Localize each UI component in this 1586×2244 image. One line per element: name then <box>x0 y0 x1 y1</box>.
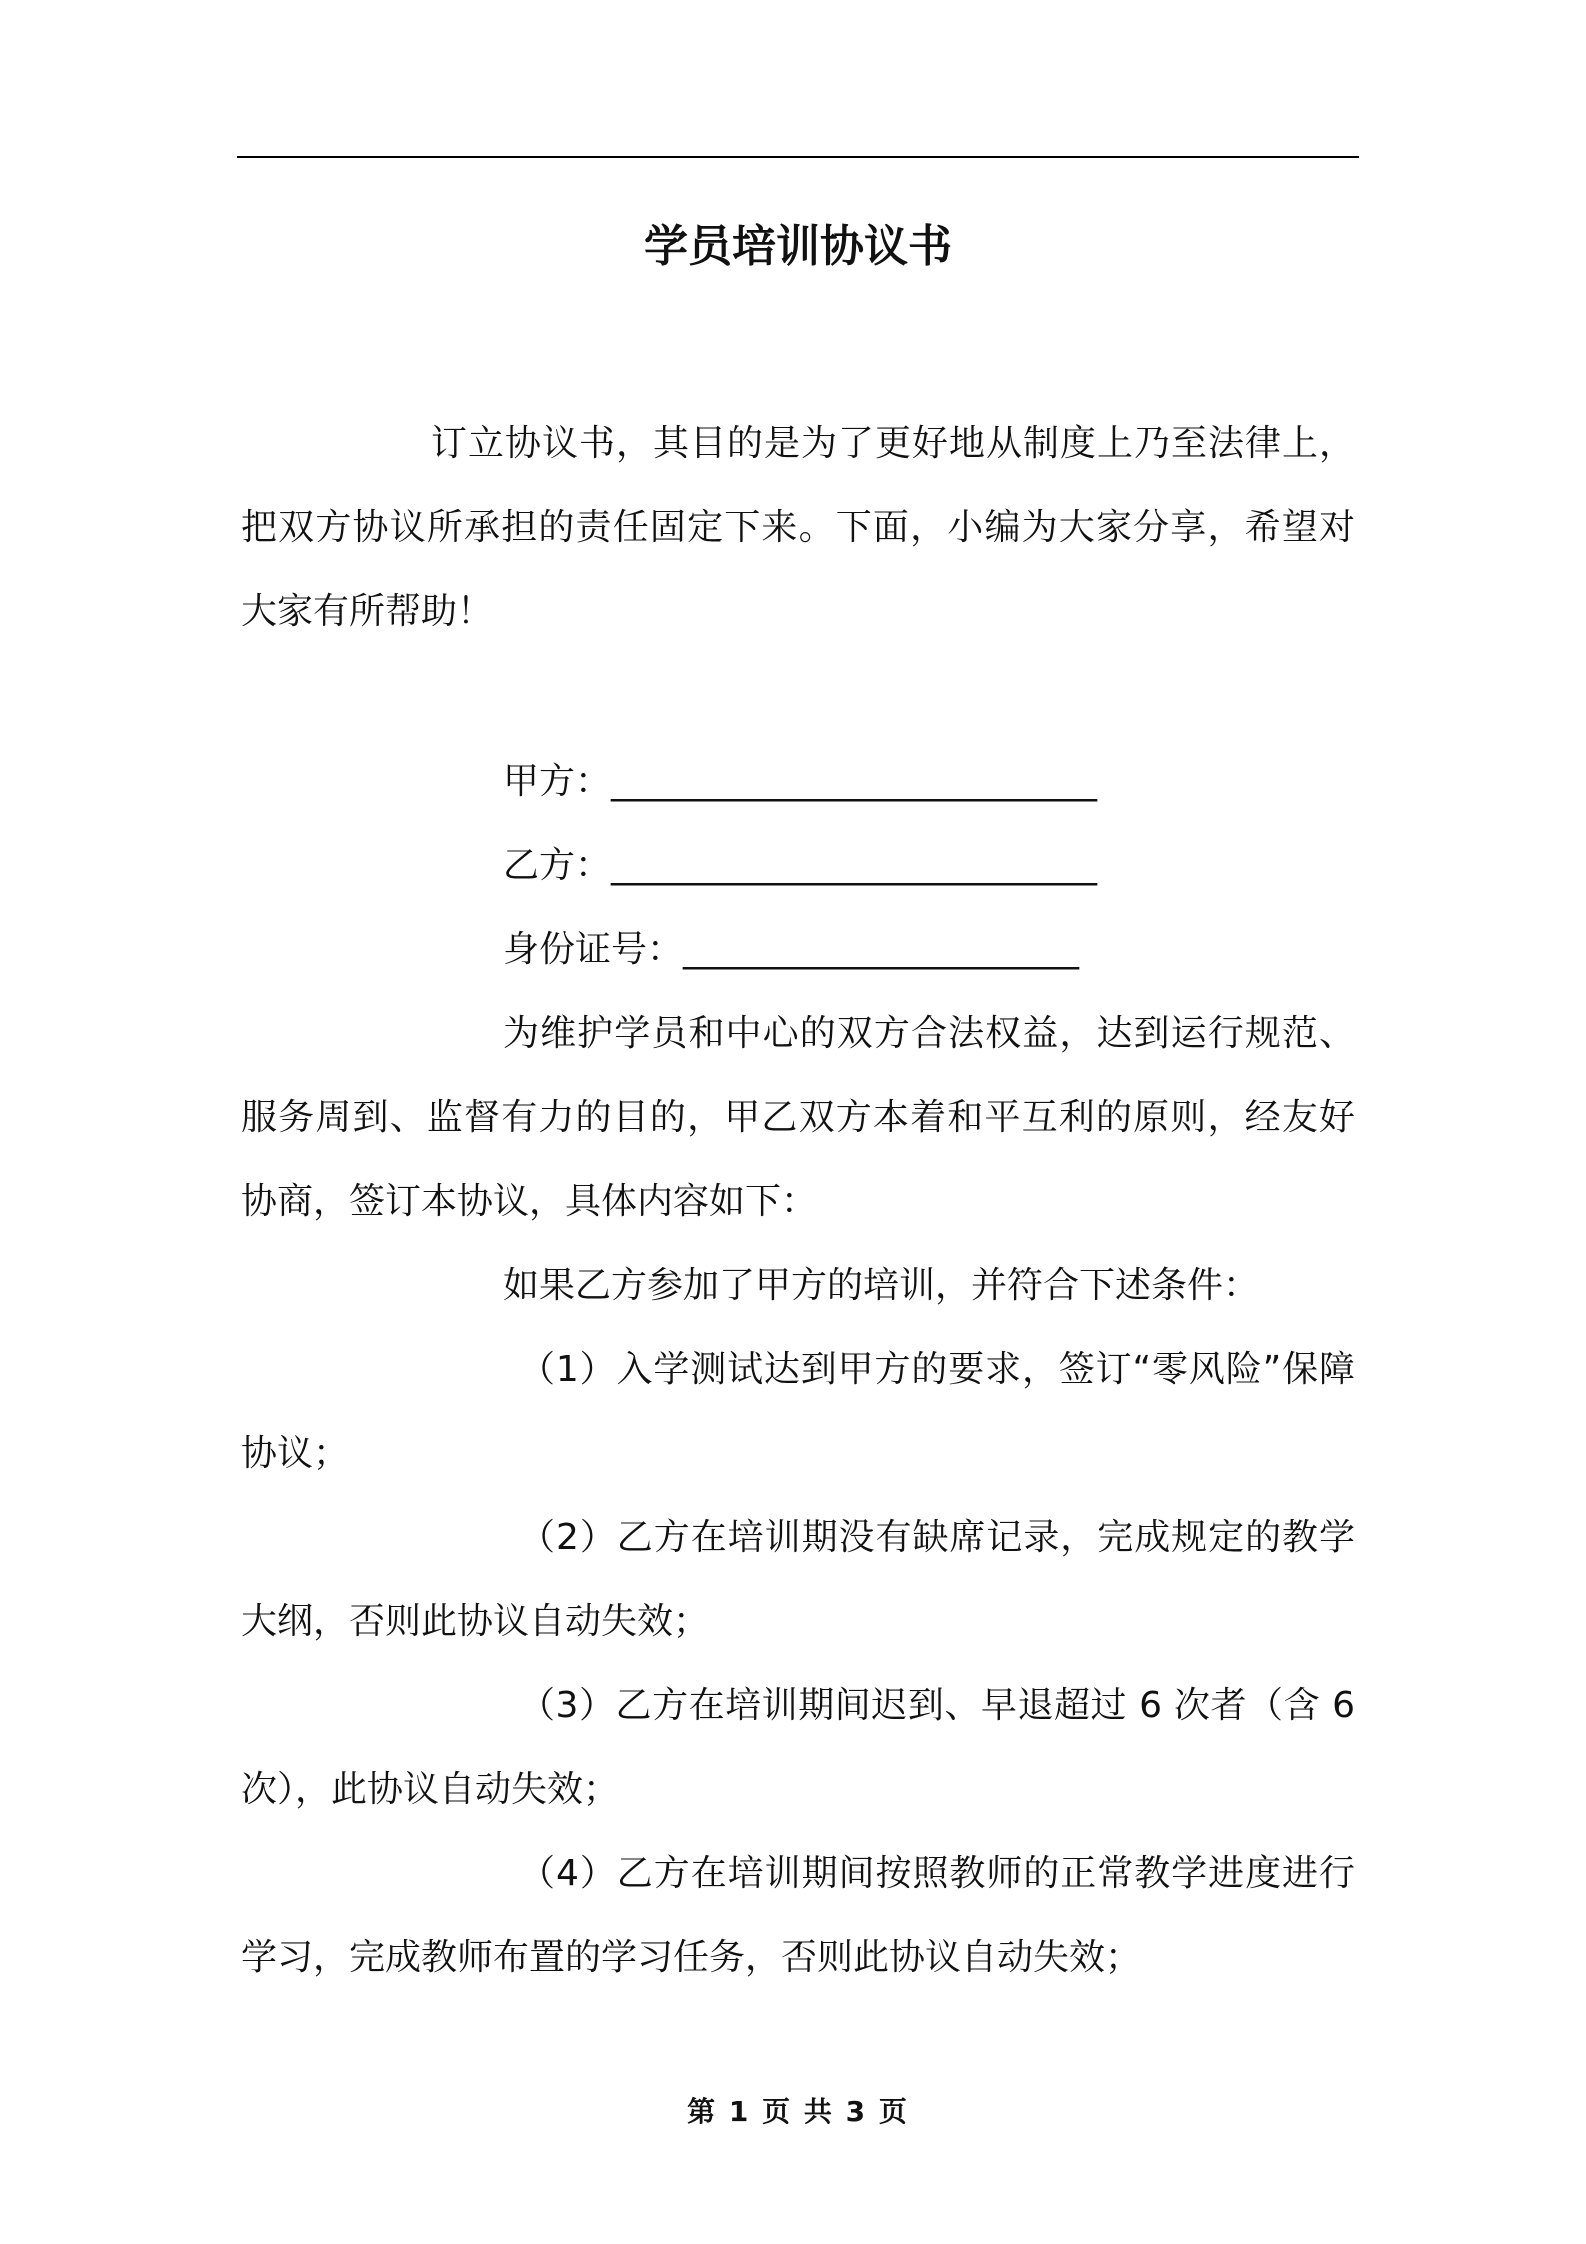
page-number: 第 1 页 共 3 页 <box>687 2095 909 2128</box>
purpose-paragraph: 为维护学员和中心的双方合法权益，达到运行规范、服务周到、监督有力的目的，甲乙双方本着和平互利的原则，经友好协商，签订本协议，具体内容如下： <box>241 1013 1355 1222</box>
intro-paragraph: 订立协议书，其目的是为了更好地从制度上乃至法律上，把双方协议所承担的责任固定下来。下面，小编为大家分享，希望对大家有所帮助！ <box>241 423 1355 632</box>
condition-item-3: （3）乙方在培训期间迟到、早退超过 6 次者（含 6 次），此协议自动失效； <box>241 1685 1355 1810</box>
document-title: 学员培训协议书 <box>644 221 952 272</box>
condition-lead-paragraph: 如果乙方参加了甲方的培训，并符合下述条件： <box>503 1265 1260 1306</box>
condition-item-4: （4）乙方在培训期间按照教师的正常教学进度进行学习，完成教师布置的学习任务，否则此协议自动失效； <box>241 1853 1355 1978</box>
condition-item-2: （2）乙方在培训期没有缺席记录，完成规定的教学大纲，否则此协议自动失效； <box>241 1517 1355 1642</box>
id-number-line: 身份证号：______________________ <box>503 929 1080 970</box>
document-body <box>241 402 1355 2000</box>
party-b-line: 乙方：___________________________ <box>503 845 1098 886</box>
party-a-line: 甲方：___________________________ <box>503 761 1098 802</box>
condition-item-1: （1）入学测试达到甲方的要求，签订“零风险”保障协议； <box>241 1349 1355 1474</box>
paragraph-gap <box>241 654 1355 740</box>
header-rule <box>237 156 1359 158</box>
